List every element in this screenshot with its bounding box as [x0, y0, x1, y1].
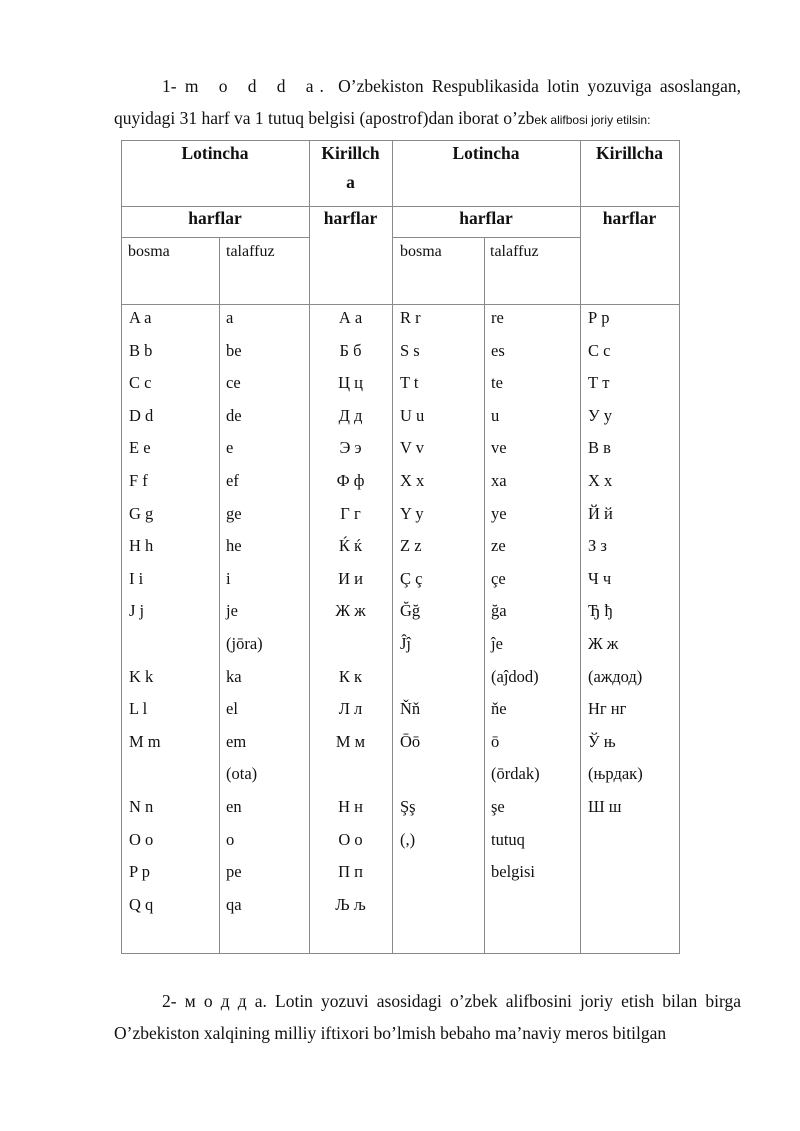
header-lotincha-left: Lotincha	[181, 143, 249, 163]
left-talaffuz-cell: be	[226, 340, 242, 360]
right-bosma-cell: Ĵĵ	[400, 633, 412, 653]
right-bosma-cell: Şş	[400, 796, 416, 816]
right-kirill-cell: У у	[588, 405, 613, 425]
left-bosma-cell	[129, 764, 217, 797]
left-bosma-cell: M m	[129, 731, 161, 751]
right-bosma-cell: V v	[400, 438, 424, 458]
left-kirill-cell: Н н	[338, 796, 363, 816]
left-talaffuz-cell: ge	[226, 503, 242, 523]
column-left-bosma	[129, 308, 217, 927]
subheader-bosma-right: bosma	[400, 243, 442, 260]
subheader-bosma-left: bosma	[128, 243, 170, 260]
right-talaffuz-cell: (ōrdak)	[491, 764, 540, 784]
left-bosma-cell: N n	[129, 796, 154, 816]
left-kirill-cell: П п	[338, 862, 363, 882]
article-1-paragraph	[114, 70, 741, 136]
article-2-text: Lotin yozuvi asosidagi o’zbek alifbosini joriy etish bilan birga O’zbekiston xalqining milliy iftixori bo’lmish bebaho ma’naviy meros bitilgan	[114, 991, 742, 1043]
right-bosma-cell: Ňň	[400, 699, 421, 719]
header-kirillcha-left-line1: Kirillch	[321, 143, 380, 163]
header-lotincha-right: Lotincha	[452, 143, 520, 163]
left-bosma-cell: B b	[129, 340, 153, 360]
left-kirill-cell: Ф ф	[336, 470, 365, 490]
right-talaffuz-cell: xa	[491, 470, 507, 490]
left-kirill-cell: Г г	[340, 503, 361, 523]
left-kirill-cell: К к	[338, 666, 363, 686]
subheader-harflar-4: harflar	[602, 208, 657, 228]
article-1-label: m o d d a.	[184, 76, 330, 96]
right-kirill-cell: Р р	[588, 308, 610, 327]
left-bosma-cell: H h	[129, 536, 154, 556]
left-bosma-cell: K k	[129, 666, 154, 686]
right-kirill-cell: Ђ ђ	[588, 601, 613, 621]
right-bosma-cell	[400, 764, 482, 797]
right-kirill-cell: Ч ч	[588, 568, 612, 588]
right-kirill-cell: Й й	[588, 503, 613, 523]
right-bosma-cell: S s	[400, 340, 420, 360]
subheader-harflar-1: harflar	[188, 208, 242, 228]
header-kirillcha-left-line2: a	[346, 172, 355, 192]
left-bosma-cell: A a	[129, 308, 152, 327]
right-kirill-cell: Т т	[588, 373, 610, 393]
left-kirill-cell: О о	[338, 829, 363, 849]
left-talaffuz-cell: pe	[226, 862, 242, 882]
subheader-talaffuz-left: talaffuz	[226, 243, 275, 260]
right-kirill-cell: В в	[588, 438, 611, 458]
article-1-text: O’zbekiston Respublikasida lotin yozuviga asoslangan, quyidagi 31 harf va 1 tutuq belgisi (apostrof)dan iborat o’zb	[114, 76, 742, 128]
header-kirillcha-right: Kirillcha	[595, 143, 664, 163]
left-talaffuz-cell: ef	[226, 470, 239, 490]
right-kirill-cell	[588, 862, 676, 895]
left-bosma-cell: E e	[129, 438, 151, 458]
right-talaffuz-cell: çe	[491, 568, 506, 588]
right-kirill-cell: Ш ш	[588, 796, 622, 816]
right-talaffuz-cell: ňe	[491, 699, 507, 719]
right-kirill-cell	[588, 895, 676, 928]
right-talaffuz-cell: te	[491, 373, 503, 393]
left-bosma-cell: D d	[129, 405, 154, 425]
left-bosma-cell: P p	[129, 862, 150, 882]
left-talaffuz-cell: en	[226, 796, 242, 816]
left-kirill-cell: Љ љ	[335, 894, 366, 914]
left-talaffuz-cell: ka	[226, 666, 242, 686]
right-kirill-cell: (аждод)	[588, 666, 643, 686]
subheader-harflar-3: harflar	[459, 208, 513, 228]
right-talaffuz-cell: şe	[491, 796, 505, 816]
left-talaffuz-cell: de	[226, 405, 242, 425]
right-bosma-cell: X x	[400, 470, 425, 490]
article-1-number: 1-	[162, 76, 177, 96]
left-kirill-cell: Ц ц	[338, 373, 363, 393]
right-talaffuz-cell: ye	[491, 503, 507, 523]
right-kirill-cell: Нг нг	[588, 699, 627, 719]
left-bosma-cell: I i	[129, 568, 144, 588]
column-right-talaffuz	[491, 308, 577, 927]
left-talaffuz-cell: he	[226, 536, 242, 556]
column-right-bosma	[400, 308, 482, 927]
left-bosma-cell	[129, 634, 217, 667]
right-talaffuz-cell: u	[491, 405, 500, 425]
left-talaffuz-cell: (jōra)	[226, 633, 263, 653]
right-talaffuz-cell: tutuq	[491, 829, 525, 849]
left-bosma-cell: O o	[129, 829, 154, 849]
left-kirill-cell	[309, 634, 392, 667]
left-kirill-cell: Д д	[338, 405, 363, 425]
article-1-text-tail: ek alifbosi joriy etilsin:	[534, 113, 651, 127]
right-talaffuz-cell: belgisi	[491, 862, 535, 882]
left-talaffuz-cell: i	[226, 568, 231, 588]
right-kirill-cell: З з	[588, 536, 607, 556]
left-talaffuz-cell: (ota)	[226, 764, 258, 784]
right-talaffuz-cell: ĵe	[491, 633, 503, 653]
right-talaffuz-cell: ğa	[491, 601, 507, 621]
right-talaffuz-cell: (aĵdod)	[491, 666, 539, 686]
left-bosma-cell: F f	[129, 470, 148, 490]
right-bosma-cell: U u	[400, 405, 425, 425]
article-2-paragraph	[114, 985, 741, 1049]
left-kirill-cell: Ќ ќ	[338, 536, 363, 556]
right-bosma-cell: Z z	[400, 536, 422, 556]
right-talaffuz-cell: re	[491, 308, 504, 327]
left-kirill-cell: М м	[335, 731, 366, 751]
right-bosma-cell: Ğğ	[400, 601, 421, 621]
right-talaffuz-cell: es	[491, 340, 505, 360]
right-kirill-cell	[588, 830, 676, 863]
right-kirill-cell: Ж ж	[588, 633, 619, 653]
right-bosma-cell: (,)	[400, 829, 416, 849]
right-talaffuz-cell	[491, 895, 577, 928]
left-talaffuz-cell: a	[226, 308, 234, 327]
right-bosma-cell: T t	[400, 373, 419, 393]
left-talaffuz-cell: ce	[226, 373, 241, 393]
right-bosma-cell: Y y	[400, 503, 424, 523]
right-kirill-cell: Ў њ	[588, 731, 616, 751]
left-talaffuz-cell: el	[226, 699, 238, 719]
right-bosma-cell	[400, 862, 482, 895]
left-bosma-cell: J j	[129, 601, 145, 621]
right-bosma-cell: R r	[400, 308, 421, 327]
left-talaffuz-cell: qa	[226, 894, 242, 914]
left-bosma-cell: L l	[129, 699, 148, 719]
left-kirill-cell: И и	[338, 568, 363, 588]
left-kirill-cell: Б б	[339, 340, 362, 360]
left-talaffuz-cell: o	[226, 829, 235, 849]
column-right-kirill	[588, 308, 676, 927]
left-bosma-cell: Q q	[129, 894, 154, 914]
subheader-harflar-2: harflar	[323, 208, 378, 228]
right-talaffuz-cell: ze	[491, 536, 506, 556]
right-bosma-cell: Ōō	[400, 731, 421, 751]
left-kirill-cell	[309, 764, 392, 797]
right-bosma-cell: Ç ç	[400, 568, 423, 588]
right-bosma-cell	[400, 895, 482, 928]
right-kirill-cell: Х х	[588, 470, 613, 490]
right-kirill-cell: (њрдак)	[588, 764, 643, 784]
left-kirill-cell: Л л	[338, 699, 363, 719]
left-talaffuz-cell: e	[226, 438, 234, 458]
right-talaffuz-cell: ō	[491, 731, 500, 751]
article-2-label: 2- м о д д а.	[162, 991, 267, 1011]
left-kirill-cell: А а	[338, 308, 363, 327]
column-left-kirill	[309, 308, 392, 927]
left-talaffuz-cell: je	[226, 601, 238, 621]
left-talaffuz-cell: em	[226, 731, 247, 751]
right-kirill-cell: С с	[588, 340, 611, 360]
left-bosma-cell: C c	[129, 373, 152, 393]
left-bosma-cell: G g	[129, 503, 154, 523]
subheader-talaffuz-right: talaffuz	[490, 243, 539, 260]
right-talaffuz-cell: ve	[491, 438, 507, 458]
column-left-talaffuz	[226, 308, 306, 927]
left-kirill-cell: Э э	[339, 438, 362, 458]
right-bosma-cell	[400, 667, 482, 700]
left-kirill-cell: Ж ж	[335, 601, 366, 621]
